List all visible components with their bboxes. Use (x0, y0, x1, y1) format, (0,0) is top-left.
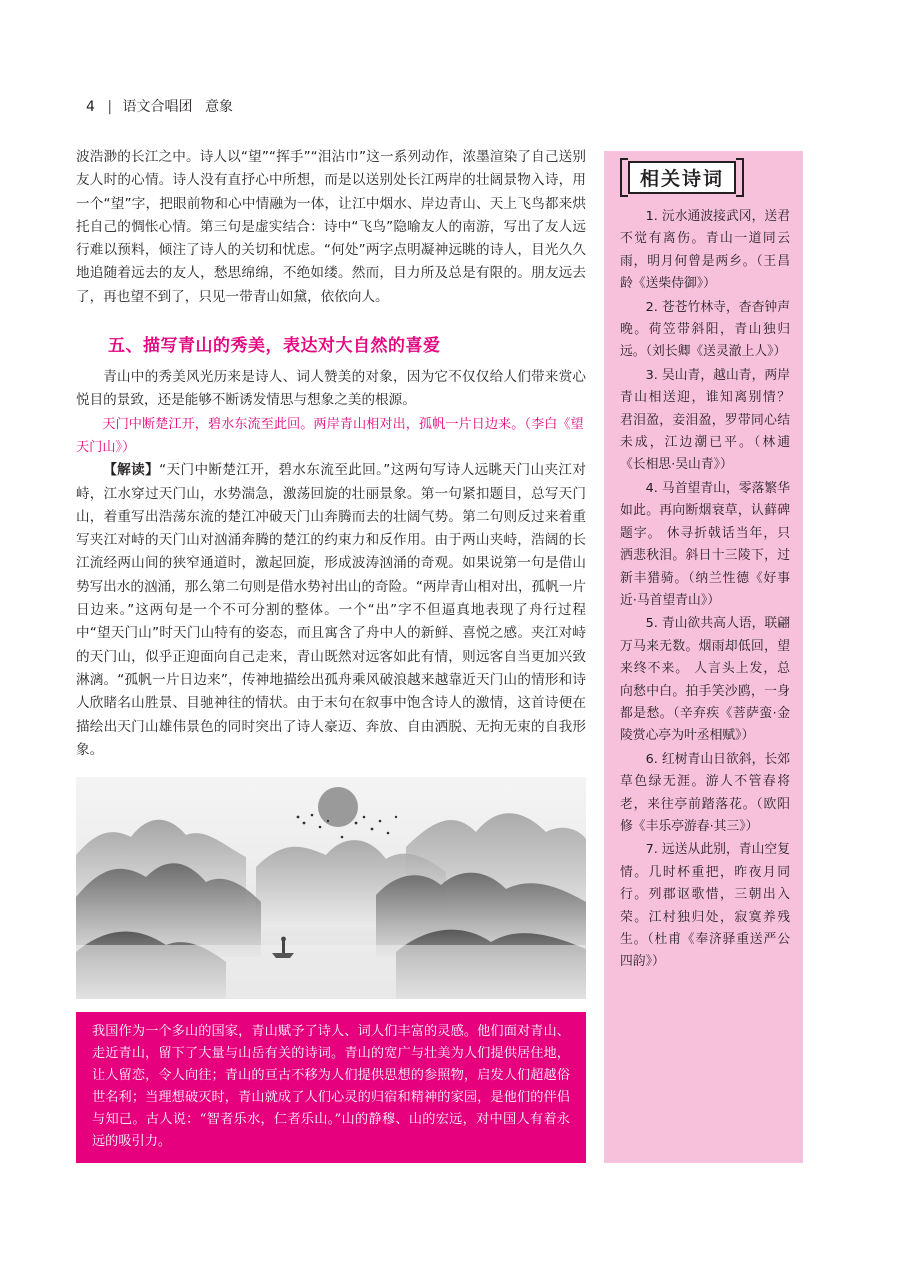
poem-item: 2. 苍苍竹林寺，杳杳钟声晚。荷笠带斜阳，青山独归远。（刘长卿《送灵澈上人》） (620, 299, 790, 360)
header-separator: | (107, 99, 113, 115)
page-header (86, 96, 233, 116)
analysis-label: 【解读】 (103, 462, 160, 479)
section-name: 意象 (205, 99, 233, 115)
moon-shape (318, 787, 358, 827)
analysis-paragraph (76, 459, 586, 762)
poem-quote: 天门中断楚江开，碧水东流至此回。两岸青山相对出，孤帆一片日边来。（李白《望天门山》） (76, 416, 584, 455)
page-number: 4 (86, 99, 95, 115)
note-box: 我国作为一个多山的国家，青山赋予了诗人、词人们丰富的灵感。他们面对青山、走近青山，留下了大量与山岳有关的诗词。青山的宽广与壮美为人们提供居住地，让人留恋，令人向往；青山的亘古不移为人们提供思想的参照物，启发人们超越俗世名利；当理想破灭时，青山就成了人们心灵的归宿和精神的家园，是他们的伴侣与知己。古人说：“智者乐水，仁者乐山。”山的静穆、山的宏远，对中国人有着永远的吸引力。 (76, 1012, 586, 1163)
analysis-text: “天门中断楚江开，碧水东流至此回。”这两句写诗人远眺天门山夹江对峙，江水穿过天门山，水势湍急，激荡回旋的壮丽景象。第一句紧扣题目，总写天门山，着重写出浩荡东流的楚江冲破天门山奔腾而去的壮阔气势。第二句则反过来着重写夹江对峙的天门山对汹涌奔腾的楚江的约束力和反作用。由于两山夹峙，浩阔的长江流经两山间的狭窄通道时，激起回旋，形成波涛汹涌的奇观。如果说第一句是借山势写出水的汹涌，那么第二句则是借水势衬出山的奇险。“两岸青山相对出，孤帆一片日边来。”这两句是一个不可分割的整体。一个“出”字不但逼真地表现了舟行过程中“望天门山”时天门山特有的姿态，而且寓含了舟中人的新鲜、喜悦之感。夹江对峙的天门山，似乎正迎面向自己走来，青山既然对远客如此有情，则远客自当更加兴致淋漓。“孤帆一片日边来”，传神地描绘出孤舟乘风破浪越来越靠近天门山的情形和诗人欣睹名山胜景、目驰神往的情状。由于末句在叙事中饱含诗人的激情，这首诗便在描绘出天门山雄伟景色的同时突出了诗人豪迈、奔放、自由洒脱、无拘无束的自我形象。 (76, 462, 587, 758)
poem-item: 7. 远送从此别，青山空复情。几时杯重把，昨夜月同行。列郡讴歌惜，三朝出入荣。江村独归处，寂寞养残生。（杜甫《奉济驿重送严公四韵》） (620, 842, 790, 970)
ink-landscape-illustration (76, 777, 586, 999)
intro-paragraph: 波浩渺的长江之中。诗人以“望”“挥手”“泪沾巾”这一系列动作，浓墨渲染了自己送别友人时的心情。诗人没有直抒心中所想，而是以送别处长江两岸的壮阔景物入诗，用一个“望”字，把眼前物和心中情融为一体，让江中烟水、岸边青山、天上飞鸟都来烘托自己的惆怅心情。第三句是虚实结合：诗中“飞鸟”隐喻友人的南游，写出了友人远行难以预料，倾注了诗人的关切和忧虑。“何处”两字点明凝神远眺的诗人，目光久久地追随着远去的友人，愁思绵绵，不绝如缕。然而，目力所及总是有限的。朋友远去了，再也望不到了，只见一带青山如黛，依依向人。 (76, 149, 586, 305)
section-intro: 青山中的秀美风光历来是诗人、词人赞美的对象，因为它不仅仅给人们带来赏心悦目的景致，还是能够不断诱发情思与想象之美的根源。 (76, 369, 586, 409)
poem-item: 5. 青山欲共高人语，联翩万马来无数。烟雨却低回，望来终不来。 人言头上发，总向愁中白。拍手笑沙鸥，一身都是愁。（辛弃疾《菩萨蛮·金陵赏心亭为叶丞相赋》） (620, 616, 790, 744)
sidebar-list (620, 206, 790, 974)
poem-item: 1. 沅水通波接武冈，送君不觉有离伤。青山一道同云雨，明月何曾是两乡。（王昌龄《送柴侍御》） (620, 209, 790, 292)
poem-item: 3. 吴山青，越山青，两岸青山相送迎，谁知离别情？ 君泪盈，妾泪盈，罗带同心结未成，江边潮已平。（林逋《长相思·吴山青》） (620, 367, 790, 473)
main-column (76, 146, 586, 762)
poem-item: 4. 马首望青山，零落繁华如此。再向断烟衰草，认藓碑题字。 休寻折戟话当年，只洒悲秋泪。斜日十三陵下，过新丰猎骑。（纳兰性德《好事近·马首望青山》） (620, 480, 790, 608)
related-poems-sidebar (604, 151, 803, 1163)
sidebar-title: 相关诗词 (628, 161, 736, 194)
section-heading: 五、描写青山的秀美，表达对大自然的喜爱 (108, 336, 441, 357)
book-title: 语文合唱团 (122, 99, 193, 115)
poem-item: 6. 红树青山日欲斜，长郊草色绿无涯。游人不管春将老，来往亭前踏落花。（欧阳修《丰乐亭游春·其三》） (620, 751, 790, 834)
